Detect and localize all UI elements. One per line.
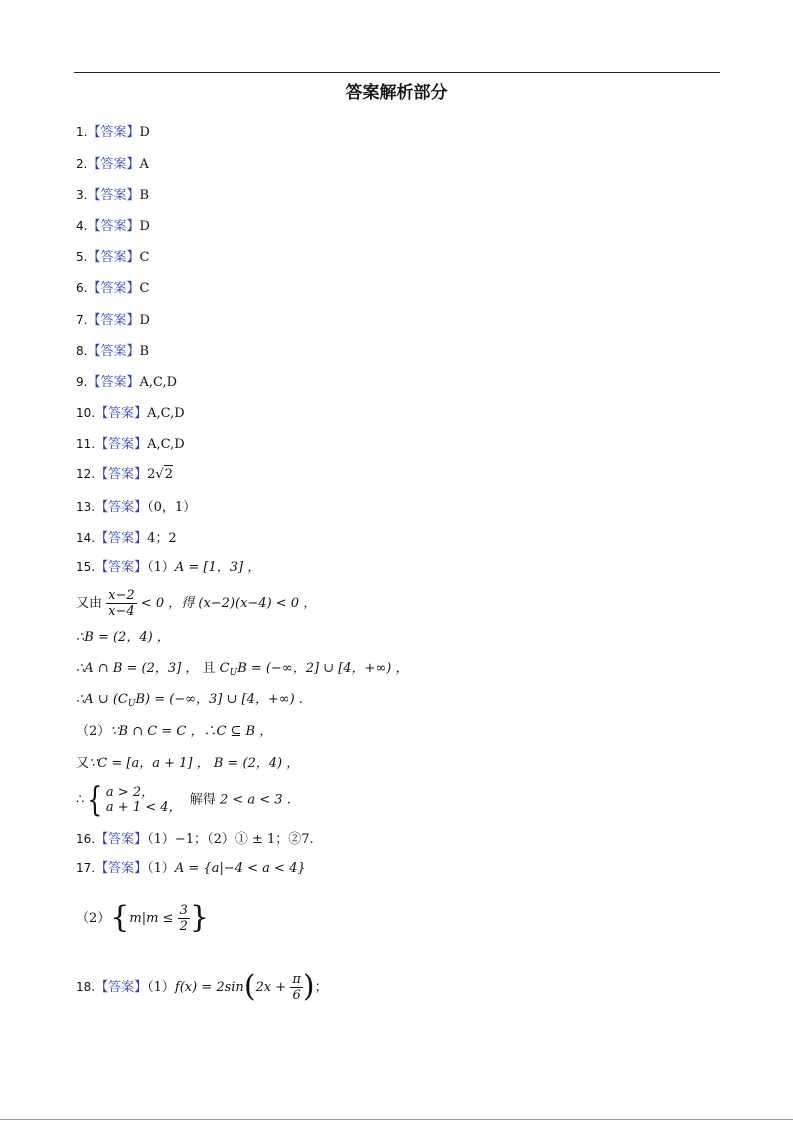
- right-brace: }: [189, 900, 209, 935]
- sqrt-symbol: √: [155, 467, 164, 482]
- answer-line: 6.【答案】C: [76, 281, 150, 296]
- left-paren: (: [243, 969, 256, 1004]
- answer-line: 8.【答案】B: [76, 344, 150, 359]
- q17-line-2: （2）{m|m ≤ $\frac{3}{2}$ }: [76, 900, 209, 935]
- answer-line: 7.【答案】D: [76, 313, 150, 328]
- q17-line-1: 17.【答案】（1）A = {a|−4 < a < 4}: [76, 861, 306, 876]
- q18-line: 18.【答案】（1）f(x) = 2sin(2x + $\frac{\pi}{6}$ )；: [76, 969, 328, 1004]
- right-paren: ): [302, 969, 315, 1004]
- answer-line: 13.【答案】（0，1）: [76, 500, 197, 515]
- fraction: $\frac{\pi}{6}$: [292, 972, 301, 1003]
- answer-line: 9.【答案】A,C,D: [76, 375, 178, 390]
- answer-line: 3.【答案】B: [76, 188, 150, 203]
- answer-line: 10.【答案】A,C,D: [76, 406, 185, 421]
- inequality-system: a > 2， a + 1 < 4，: [105, 785, 182, 815]
- q15-line-5: ∴A ∪ $(C_UB)$ = (−∞，3] ∪ [4，+∞) .: [76, 692, 303, 709]
- answer-line: 4.【答案】D: [76, 219, 150, 234]
- q15-line-6: （2）∵B ∩ C = C ，∴C ⊆ B ，: [76, 724, 273, 739]
- answer-line: 11.【答案】A,C,D: [76, 437, 185, 452]
- q15-line-8: ∴{ a > 2， a + 1 < 4， 解得 2 < a < 3 .: [76, 780, 291, 820]
- header-rule: [74, 72, 720, 73]
- page-title: 答案解析部分: [345, 83, 448, 103]
- answer-line: 5.【答案】C: [76, 250, 150, 265]
- answer-line: 1.【答案】D: [76, 125, 150, 140]
- footer-rule: [0, 1119, 793, 1120]
- fraction: $\frac{3}{2}$: [179, 903, 188, 934]
- q15-line-3: ∴B = (2，4) ，: [76, 630, 170, 645]
- q15-line-7: 又∵C = [a，a + 1] ， B = (2，4) ，: [76, 756, 300, 771]
- answer-line: 14.【答案】4；2: [76, 531, 177, 546]
- left-brace: {: [110, 900, 130, 935]
- answer-line: 12.【答案】2√2: [76, 467, 173, 482]
- q15-line-1: 15.【答案】（1）A = [1，3] ，: [76, 560, 261, 575]
- fraction: $\frac{x-2}{x-4}$: [108, 588, 135, 619]
- system-brace: {: [87, 780, 103, 820]
- answer-line: 2.【答案】A: [76, 157, 149, 172]
- q15-line-4: ∴A ∩ B = (2，3] ， 且 $C_UB$ = (−∞，2] ∪ [4，+∞) ，: [76, 661, 409, 678]
- q16-line: 16.【答案】（1）−1；（2）① ± 1；②7.: [76, 832, 314, 847]
- q15-line-2: 又由 $\frac{x-2}{x-4}$ < 0 ，得 (x−2)(x−4) < 0 ，: [76, 588, 317, 619]
